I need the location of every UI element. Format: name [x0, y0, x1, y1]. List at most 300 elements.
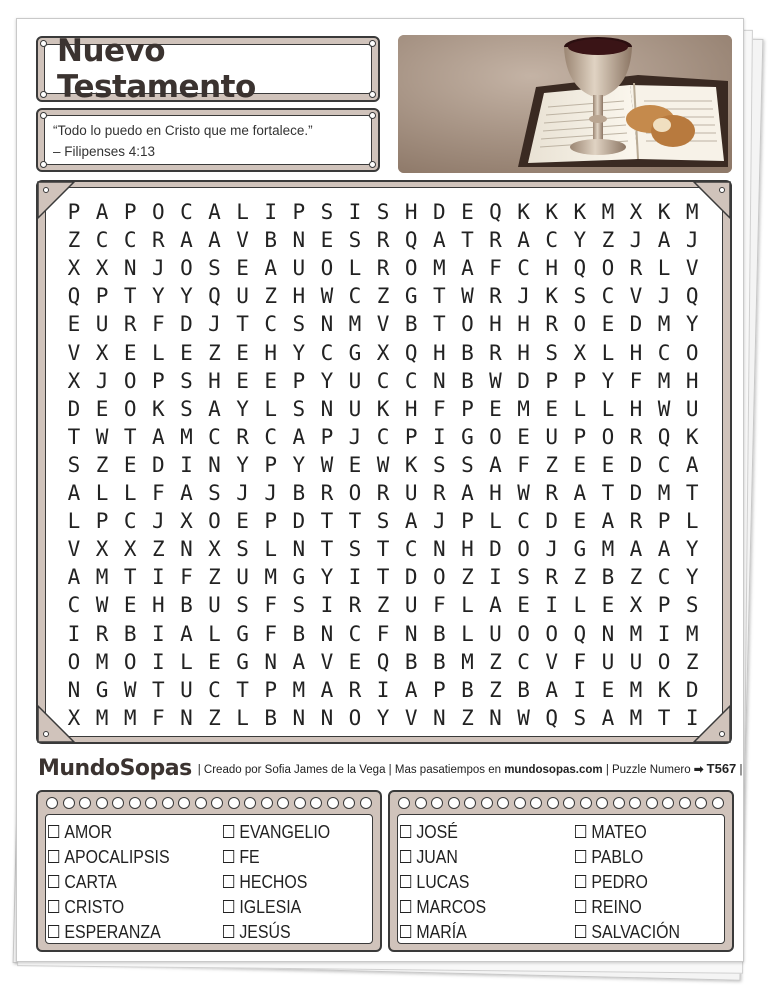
- grid-letter[interactable]: A: [208, 396, 221, 421]
- grid-letter[interactable]: E: [348, 649, 362, 674]
- grid-letter[interactable]: E: [348, 452, 362, 477]
- grid-letter[interactable]: K: [517, 200, 530, 224]
- grid-letter[interactable]: X: [95, 537, 109, 562]
- grid-letter[interactable]: N: [67, 677, 81, 702]
- grid-letter[interactable]: H: [264, 340, 278, 365]
- grid-letter[interactable]: D: [629, 481, 643, 505]
- word-list-item[interactable]: [400, 894, 486, 919]
- grid-letter[interactable]: E: [320, 228, 334, 253]
- grid-letter[interactable]: S: [376, 200, 390, 224]
- grid-letter[interactable]: P: [95, 509, 109, 534]
- grid-letter[interactable]: M: [601, 200, 615, 224]
- grid-letter[interactable]: U: [208, 593, 221, 618]
- grid-letter[interactable]: D: [292, 509, 306, 534]
- grid-letter[interactable]: F: [573, 649, 587, 674]
- checkbox-icon[interactable]: [575, 925, 586, 938]
- word-list-item[interactable]: [575, 844, 643, 869]
- grid-letter[interactable]: R: [95, 621, 109, 646]
- grid-letter[interactable]: H: [404, 396, 418, 421]
- grid-letter[interactable]: D: [489, 537, 502, 562]
- grid-letter[interactable]: T: [320, 509, 334, 534]
- grid-letter[interactable]: Z: [95, 452, 109, 477]
- grid-letter[interactable]: S: [376, 509, 390, 534]
- grid-letter[interactable]: O: [348, 705, 362, 730]
- grid-letter[interactable]: A: [657, 537, 671, 562]
- grid-letter[interactable]: Y: [236, 452, 249, 477]
- grid-letter[interactable]: P: [67, 200, 81, 224]
- grid-letter[interactable]: W: [95, 424, 109, 449]
- grid-letter[interactable]: P: [264, 677, 278, 702]
- grid-letter[interactable]: Q: [489, 200, 502, 224]
- grid-letter[interactable]: C: [376, 424, 390, 449]
- grid-letter[interactable]: Z: [461, 565, 474, 590]
- grid-letter[interactable]: P: [545, 368, 559, 393]
- grid-letter[interactable]: H: [517, 340, 530, 365]
- word-list-item[interactable]: [400, 919, 467, 944]
- grid-letter[interactable]: O: [461, 312, 474, 337]
- grid-letter[interactable]: U: [180, 677, 193, 702]
- grid-letter[interactable]: K: [545, 284, 559, 309]
- grid-letter[interactable]: S: [320, 200, 334, 224]
- grid-letter[interactable]: R: [545, 312, 559, 337]
- grid-letter[interactable]: S: [180, 368, 193, 393]
- grid-letter[interactable]: H: [489, 312, 502, 337]
- grid-letter[interactable]: L: [180, 649, 193, 674]
- grid-letter[interactable]: J: [264, 481, 278, 505]
- grid-letter[interactable]: Z: [489, 649, 502, 674]
- grid-letter[interactable]: A: [573, 481, 587, 505]
- grid-letter[interactable]: C: [601, 284, 615, 309]
- grid-letter[interactable]: R: [629, 256, 643, 281]
- grid-letter[interactable]: L: [348, 256, 362, 281]
- word-list-item[interactable]: [400, 844, 458, 869]
- grid-letter[interactable]: J: [629, 228, 643, 253]
- grid-letter[interactable]: S: [67, 452, 81, 477]
- grid-letter[interactable]: O: [123, 649, 137, 674]
- grid-letter[interactable]: K: [657, 200, 671, 224]
- grid-letter[interactable]: I: [151, 621, 165, 646]
- grid-letter[interactable]: T: [601, 481, 615, 505]
- checkbox-icon[interactable]: [223, 825, 234, 838]
- grid-letter[interactable]: G: [348, 340, 362, 365]
- grid-letter[interactable]: I: [685, 705, 699, 730]
- grid-letter[interactable]: A: [432, 228, 446, 253]
- grid-letter[interactable]: W: [320, 452, 334, 477]
- grid-letter[interactable]: E: [67, 312, 81, 337]
- grid-letter[interactable]: I: [180, 452, 193, 477]
- grid-letter[interactable]: A: [292, 649, 306, 674]
- word-list-item[interactable]: [48, 894, 124, 919]
- grid-letter[interactable]: W: [517, 705, 530, 730]
- grid-letter[interactable]: A: [208, 228, 221, 253]
- grid-letter[interactable]: D: [517, 368, 530, 393]
- grid-letter[interactable]: U: [545, 424, 559, 449]
- grid-letter[interactable]: A: [208, 200, 221, 224]
- grid-letter[interactable]: U: [404, 593, 418, 618]
- grid-letter[interactable]: A: [180, 481, 193, 505]
- grid-letter[interactable]: R: [320, 481, 334, 505]
- grid-letter[interactable]: B: [432, 621, 446, 646]
- grid-letter[interactable]: I: [657, 621, 671, 646]
- grid-letter[interactable]: F: [151, 312, 165, 337]
- grid-letter[interactable]: C: [264, 424, 278, 449]
- grid-letter[interactable]: A: [264, 256, 278, 281]
- word-list-item[interactable]: [575, 869, 648, 894]
- grid-letter[interactable]: G: [236, 649, 249, 674]
- grid-letter[interactable]: M: [123, 705, 137, 730]
- grid-letter[interactable]: E: [573, 452, 587, 477]
- checkbox-icon[interactable]: [223, 900, 234, 913]
- grid-letter[interactable]: F: [432, 593, 446, 618]
- checkbox-icon[interactable]: [223, 925, 234, 938]
- grid-letter[interactable]: B: [461, 677, 474, 702]
- grid-letter[interactable]: V: [376, 312, 390, 337]
- grid-letter[interactable]: O: [601, 256, 615, 281]
- grid-letter[interactable]: D: [629, 452, 643, 477]
- grid-letter[interactable]: U: [292, 256, 306, 281]
- grid-letter[interactable]: A: [180, 621, 193, 646]
- grid-letter[interactable]: R: [151, 228, 165, 253]
- grid-letter[interactable]: T: [432, 284, 446, 309]
- grid-letter[interactable]: F: [432, 396, 446, 421]
- grid-letter[interactable]: F: [489, 256, 502, 281]
- grid-letter[interactable]: P: [123, 200, 137, 224]
- grid-letter[interactable]: Y: [151, 284, 165, 309]
- grid-letter[interactable]: Q: [573, 621, 587, 646]
- grid-letter[interactable]: Y: [685, 565, 699, 590]
- grid-letter[interactable]: W: [461, 284, 474, 309]
- grid-letter[interactable]: L: [573, 593, 587, 618]
- grid-letter[interactable]: T: [67, 424, 81, 449]
- grid-letter[interactable]: I: [376, 677, 390, 702]
- grid-letter[interactable]: P: [264, 452, 278, 477]
- grid-letter[interactable]: C: [657, 452, 671, 477]
- grid-letter[interactable]: A: [545, 677, 559, 702]
- grid-letter[interactable]: A: [67, 565, 81, 590]
- grid-letter[interactable]: X: [67, 705, 81, 730]
- grid-letter[interactable]: V: [236, 228, 249, 253]
- grid-letter[interactable]: J: [151, 256, 165, 281]
- grid-letter[interactable]: W: [95, 593, 109, 618]
- grid-letter[interactable]: Q: [685, 284, 699, 309]
- grid-letter[interactable]: M: [657, 481, 671, 505]
- grid-letter[interactable]: O: [123, 368, 137, 393]
- grid-letter[interactable]: I: [573, 677, 587, 702]
- grid-letter[interactable]: R: [236, 424, 249, 449]
- grid-letter[interactable]: T: [432, 312, 446, 337]
- grid-letter[interactable]: B: [601, 565, 615, 590]
- grid-letter[interactable]: B: [123, 621, 137, 646]
- grid-letter[interactable]: N: [601, 621, 615, 646]
- grid-letter[interactable]: H: [685, 368, 699, 393]
- grid-letter[interactable]: A: [601, 509, 615, 534]
- grid-letter[interactable]: N: [123, 256, 137, 281]
- grid-letter[interactable]: P: [461, 509, 474, 534]
- grid-letter[interactable]: N: [292, 537, 306, 562]
- grid-letter[interactable]: B: [292, 621, 306, 646]
- grid-letter[interactable]: W: [657, 396, 671, 421]
- grid-letter[interactable]: W: [376, 452, 390, 477]
- word-list-item[interactable]: [223, 844, 260, 869]
- grid-letter[interactable]: C: [95, 228, 109, 253]
- grid-letter[interactable]: S: [545, 340, 559, 365]
- grid-letter[interactable]: J: [545, 537, 559, 562]
- grid-letter[interactable]: M: [629, 705, 643, 730]
- grid-letter[interactable]: O: [320, 256, 334, 281]
- grid-letter[interactable]: S: [461, 452, 474, 477]
- grid-letter[interactable]: E: [601, 593, 615, 618]
- grid-letter[interactable]: D: [180, 312, 193, 337]
- grid-letter[interactable]: B: [264, 705, 278, 730]
- grid-letter[interactable]: E: [601, 677, 615, 702]
- grid-letter[interactable]: M: [264, 565, 278, 590]
- grid-letter[interactable]: X: [95, 256, 109, 281]
- grid-letter[interactable]: U: [629, 649, 643, 674]
- grid-letter[interactable]: E: [180, 340, 193, 365]
- grid-letter[interactable]: F: [151, 705, 165, 730]
- grid-letter[interactable]: H: [432, 340, 446, 365]
- grid-letter[interactable]: I: [151, 649, 165, 674]
- grid-letter[interactable]: L: [236, 200, 249, 224]
- grid-letter[interactable]: N: [292, 228, 306, 253]
- grid-letter[interactable]: K: [685, 424, 699, 449]
- grid-letter[interactable]: T: [123, 284, 137, 309]
- grid-letter[interactable]: D: [151, 452, 165, 477]
- grid-letter[interactable]: G: [95, 677, 109, 702]
- grid-letter[interactable]: G: [292, 565, 306, 590]
- grid-letter[interactable]: O: [517, 537, 530, 562]
- grid-letter[interactable]: Q: [208, 284, 221, 309]
- grid-letter[interactable]: R: [489, 284, 502, 309]
- grid-letter[interactable]: A: [685, 452, 699, 477]
- word-list-item[interactable]: [48, 919, 161, 944]
- grid-letter[interactable]: O: [348, 481, 362, 505]
- grid-letter[interactable]: P: [292, 200, 306, 224]
- grid-letter[interactable]: P: [404, 424, 418, 449]
- grid-letter[interactable]: N: [489, 705, 502, 730]
- grid-letter[interactable]: Y: [292, 340, 306, 365]
- grid-letter[interactable]: X: [573, 340, 587, 365]
- grid-letter[interactable]: F: [264, 593, 278, 618]
- grid-letter[interactable]: I: [545, 593, 559, 618]
- grid-letter[interactable]: X: [95, 340, 109, 365]
- grid-letter[interactable]: T: [376, 537, 390, 562]
- checkbox-icon[interactable]: [48, 850, 59, 863]
- grid-letter[interactable]: Q: [376, 649, 390, 674]
- grid-letter[interactable]: X: [629, 200, 643, 224]
- grid-letter[interactable]: S: [685, 593, 699, 618]
- grid-letter[interactable]: Y: [292, 452, 306, 477]
- grid-letter[interactable]: F: [264, 621, 278, 646]
- checkbox-icon[interactable]: [575, 825, 586, 838]
- checkbox-icon[interactable]: [400, 850, 411, 863]
- grid-letter[interactable]: J: [95, 368, 109, 393]
- grid-letter[interactable]: N: [320, 396, 334, 421]
- grid-letter[interactable]: A: [151, 424, 165, 449]
- grid-letter[interactable]: C: [67, 593, 81, 618]
- grid-letter[interactable]: O: [657, 649, 671, 674]
- checkbox-icon[interactable]: [223, 850, 234, 863]
- grid-letter[interactable]: C: [545, 228, 559, 253]
- grid-letter[interactable]: T: [376, 565, 390, 590]
- grid-letter[interactable]: C: [348, 284, 362, 309]
- grid-letter[interactable]: Y: [573, 228, 587, 253]
- grid-letter[interactable]: Y: [236, 396, 249, 421]
- grid-letter[interactable]: I: [67, 621, 81, 646]
- grid-letter[interactable]: E: [461, 200, 474, 224]
- grid-letter[interactable]: S: [517, 565, 530, 590]
- grid-letter[interactable]: A: [461, 481, 474, 505]
- grid-letter[interactable]: K: [376, 396, 390, 421]
- grid-letter[interactable]: J: [432, 509, 446, 534]
- grid-letter[interactable]: L: [95, 481, 109, 505]
- grid-letter[interactable]: M: [348, 312, 362, 337]
- grid-letter[interactable]: C: [657, 340, 671, 365]
- grid-letter[interactable]: L: [264, 537, 278, 562]
- grid-letter[interactable]: L: [236, 705, 249, 730]
- grid-letter[interactable]: U: [95, 312, 109, 337]
- grid-letter[interactable]: H: [629, 396, 643, 421]
- grid-letter[interactable]: I: [264, 200, 278, 224]
- word-list-item[interactable]: [223, 819, 330, 844]
- grid-letter[interactable]: U: [348, 396, 362, 421]
- grid-letter[interactable]: E: [123, 340, 137, 365]
- grid-letter[interactable]: L: [461, 593, 474, 618]
- grid-letter[interactable]: U: [404, 481, 418, 505]
- grid-letter[interactable]: B: [461, 368, 474, 393]
- grid-letter[interactable]: H: [629, 340, 643, 365]
- grid-letter[interactable]: B: [264, 228, 278, 253]
- grid-letter[interactable]: O: [432, 565, 446, 590]
- grid-letter[interactable]: S: [432, 452, 446, 477]
- grid-letter[interactable]: Z: [151, 537, 165, 562]
- grid-letter[interactable]: O: [404, 256, 418, 281]
- grid-letter[interactable]: T: [348, 509, 362, 534]
- grid-letter[interactable]: L: [573, 396, 587, 421]
- grid-letter[interactable]: B: [404, 649, 418, 674]
- checkbox-icon[interactable]: [575, 850, 586, 863]
- grid-letter[interactable]: R: [376, 256, 390, 281]
- grid-letter[interactable]: E: [573, 509, 587, 534]
- grid-letter[interactable]: N: [432, 537, 446, 562]
- grid-letter[interactable]: V: [629, 284, 643, 309]
- grid-letter[interactable]: E: [489, 396, 502, 421]
- grid-letter[interactable]: R: [545, 481, 559, 505]
- checkbox-icon[interactable]: [223, 875, 234, 888]
- grid-letter[interactable]: A: [657, 228, 671, 253]
- grid-letter[interactable]: X: [67, 256, 81, 281]
- grid-letter[interactable]: V: [67, 340, 81, 365]
- grid-letter[interactable]: A: [180, 228, 193, 253]
- grid-letter[interactable]: Y: [180, 284, 193, 309]
- grid-letter[interactable]: I: [348, 200, 362, 224]
- grid-letter[interactable]: O: [517, 621, 530, 646]
- grid-letter[interactable]: E: [601, 452, 615, 477]
- grid-letter[interactable]: M: [685, 200, 699, 224]
- grid-letter[interactable]: K: [151, 396, 165, 421]
- word-list-item[interactable]: [575, 894, 642, 919]
- grid-letter[interactable]: M: [432, 256, 446, 281]
- grid-letter[interactable]: M: [461, 649, 474, 674]
- grid-letter[interactable]: O: [573, 312, 587, 337]
- grid-letter[interactable]: O: [123, 396, 137, 421]
- grid-letter[interactable]: E: [517, 424, 530, 449]
- word-list-item[interactable]: [223, 894, 301, 919]
- grid-letter[interactable]: A: [629, 537, 643, 562]
- grid-letter[interactable]: S: [348, 228, 362, 253]
- grid-letter[interactable]: C: [123, 509, 137, 534]
- grid-letter[interactable]: B: [432, 649, 446, 674]
- grid-letter[interactable]: B: [292, 481, 306, 505]
- grid-letter[interactable]: W: [320, 284, 334, 309]
- grid-letter[interactable]: J: [236, 481, 249, 505]
- grid-letter[interactable]: M: [95, 649, 109, 674]
- grid-letter[interactable]: C: [180, 200, 193, 224]
- grid-letter[interactable]: S: [292, 593, 306, 618]
- grid-letter[interactable]: O: [685, 340, 699, 365]
- grid-letter[interactable]: E: [123, 593, 137, 618]
- word-list-item[interactable]: [48, 844, 170, 869]
- grid-letter[interactable]: M: [629, 621, 643, 646]
- grid-letter[interactable]: E: [208, 649, 221, 674]
- grid-letter[interactable]: A: [489, 452, 502, 477]
- grid-letter[interactable]: V: [545, 649, 559, 674]
- grid-letter[interactable]: L: [489, 509, 502, 534]
- grid-letter[interactable]: L: [657, 256, 671, 281]
- grid-letter[interactable]: A: [489, 593, 502, 618]
- word-list-item[interactable]: [575, 919, 680, 944]
- grid-letter[interactable]: Z: [461, 705, 474, 730]
- grid-letter[interactable]: E: [601, 312, 615, 337]
- grid-letter[interactable]: U: [236, 284, 249, 309]
- grid-letter[interactable]: J: [348, 424, 362, 449]
- grid-letter[interactable]: C: [348, 621, 362, 646]
- word-list-item[interactable]: [48, 819, 112, 844]
- grid-letter[interactable]: L: [264, 396, 278, 421]
- grid-letter[interactable]: I: [320, 593, 334, 618]
- grid-letter[interactable]: G: [461, 424, 474, 449]
- grid-letter[interactable]: U: [685, 396, 699, 421]
- grid-letter[interactable]: M: [517, 396, 530, 421]
- grid-letter[interactable]: Y: [601, 368, 615, 393]
- grid-letter[interactable]: R: [545, 565, 559, 590]
- grid-letter[interactable]: T: [123, 424, 137, 449]
- grid-letter[interactable]: P: [573, 368, 587, 393]
- grid-letter[interactable]: V: [320, 649, 334, 674]
- grid-letter[interactable]: C: [376, 368, 390, 393]
- grid-letter[interactable]: Z: [208, 705, 221, 730]
- grid-letter[interactable]: P: [95, 284, 109, 309]
- grid-letter[interactable]: S: [236, 593, 249, 618]
- grid-letter[interactable]: X: [629, 593, 643, 618]
- grid-letter[interactable]: P: [264, 509, 278, 534]
- grid-letter[interactable]: Z: [545, 452, 559, 477]
- grid-letter[interactable]: C: [404, 368, 418, 393]
- grid-letter[interactable]: U: [348, 368, 362, 393]
- grid-letter[interactable]: R: [376, 481, 390, 505]
- grid-letter[interactable]: Y: [320, 565, 334, 590]
- grid-letter[interactable]: S: [573, 705, 587, 730]
- grid-letter[interactable]: E: [545, 396, 559, 421]
- grid-letter[interactable]: O: [489, 424, 502, 449]
- grid-letter[interactable]: Y: [320, 368, 334, 393]
- checkbox-icon[interactable]: [48, 825, 59, 838]
- grid-letter[interactable]: C: [517, 509, 530, 534]
- grid-letter[interactable]: T: [461, 228, 474, 253]
- grid-letter[interactable]: P: [432, 677, 446, 702]
- grid-letter[interactable]: C: [657, 565, 671, 590]
- grid-letter[interactable]: B: [180, 593, 193, 618]
